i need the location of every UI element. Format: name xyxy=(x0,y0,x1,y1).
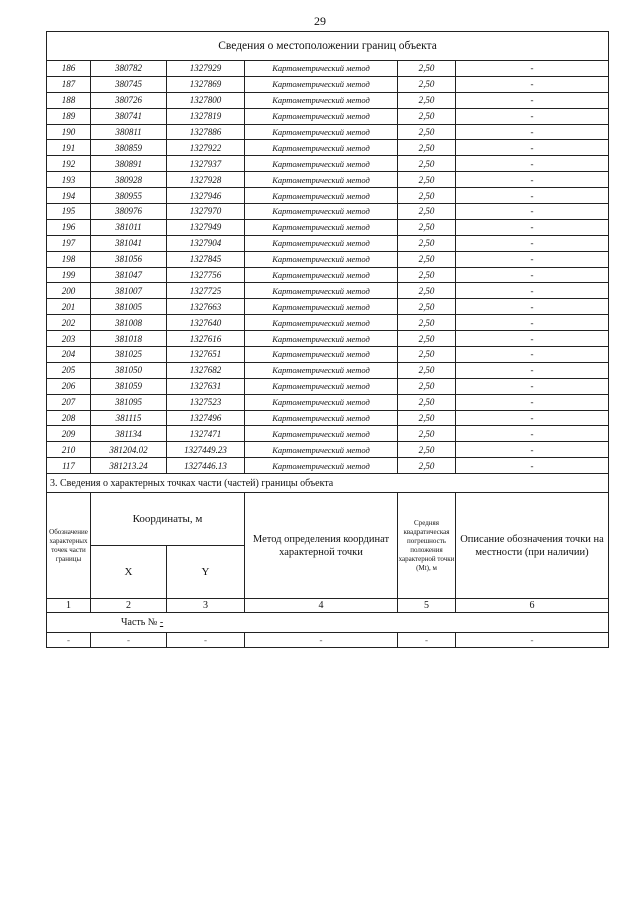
accuracy-cell: 2,50 xyxy=(398,283,456,299)
description-cell: - xyxy=(456,219,609,235)
empty-cell: - xyxy=(167,633,245,648)
header-point-label: Обозначение характерных точек части границы xyxy=(47,493,91,599)
accuracy-cell: 2,50 xyxy=(398,362,456,378)
boundary-points-table xyxy=(46,31,609,648)
point-number-cell: 189 xyxy=(47,108,91,124)
point-number-cell: 190 xyxy=(47,124,91,140)
boundary-table-sheet xyxy=(46,31,608,648)
coord-y-cell: 1327869 xyxy=(167,76,245,92)
accuracy-cell: 2,50 xyxy=(398,219,456,235)
point-number-cell: 200 xyxy=(47,283,91,299)
description-cell: - xyxy=(456,315,609,331)
description-cell: - xyxy=(456,61,609,77)
coord-x-cell: 380726 xyxy=(91,92,167,108)
coord-y-cell: 1327449.23 xyxy=(167,442,245,458)
method-cell: Картометрический метод xyxy=(245,92,398,108)
description-cell: - xyxy=(456,299,609,315)
method-cell: Картометрический метод xyxy=(245,299,398,315)
table-row xyxy=(47,204,609,220)
accuracy-cell: 2,50 xyxy=(398,124,456,140)
table-row xyxy=(47,124,609,140)
accuracy-cell: 2,50 xyxy=(398,204,456,220)
empty-cell: - xyxy=(398,633,456,648)
point-number-cell: 195 xyxy=(47,204,91,220)
empty-cell: - xyxy=(456,633,609,648)
empty-cell: - xyxy=(47,633,91,648)
description-cell: - xyxy=(456,410,609,426)
table-row xyxy=(47,283,609,299)
method-cell: Картометрический метод xyxy=(245,172,398,188)
empty-cell: - xyxy=(245,633,398,648)
method-cell: Картометрический метод xyxy=(245,235,398,251)
method-cell: Картометрический метод xyxy=(245,219,398,235)
coord-x-cell: 381134 xyxy=(91,426,167,442)
point-number-cell: 188 xyxy=(47,92,91,108)
column-number: 2 xyxy=(91,599,167,613)
coord-y-cell: 1327845 xyxy=(167,251,245,267)
coord-y-cell: 1327928 xyxy=(167,172,245,188)
method-cell: Картометрический метод xyxy=(245,108,398,124)
part-label: Часть № xyxy=(121,617,158,629)
coord-x-cell: 381115 xyxy=(91,410,167,426)
coord-x-cell: 381018 xyxy=(91,331,167,347)
table-row xyxy=(47,299,609,315)
coord-y-cell: 1327819 xyxy=(167,108,245,124)
accuracy-cell: 2,50 xyxy=(398,92,456,108)
accuracy-cell: 2,50 xyxy=(398,458,456,474)
coord-x-cell: 381050 xyxy=(91,362,167,378)
table-row xyxy=(47,362,609,378)
description-cell: - xyxy=(456,235,609,251)
coord-y-cell: 1327663 xyxy=(167,299,245,315)
table-row xyxy=(47,108,609,124)
coord-y-cell: 1327523 xyxy=(167,394,245,410)
table-row xyxy=(47,347,609,363)
coord-x-cell: 381025 xyxy=(91,347,167,363)
table-row xyxy=(47,61,609,77)
section3-title: 3. Сведения о характерных точках части (частей) границы объекта xyxy=(47,474,609,493)
table-row xyxy=(47,394,609,410)
point-number-cell: 204 xyxy=(47,347,91,363)
table-row xyxy=(47,410,609,426)
method-cell: Картометрический метод xyxy=(245,76,398,92)
method-cell: Картометрический метод xyxy=(245,378,398,394)
table-row xyxy=(47,251,609,267)
accuracy-cell: 2,50 xyxy=(398,235,456,251)
header-accuracy: Средняя квадратическая погрешность положения характерной точки (Mt), м xyxy=(398,493,456,599)
accuracy-cell: 2,50 xyxy=(398,76,456,92)
coord-x-cell: 380976 xyxy=(91,204,167,220)
method-cell: Картометрический метод xyxy=(245,410,398,426)
method-cell: Картометрический метод xyxy=(245,188,398,204)
method-cell: Картометрический метод xyxy=(245,362,398,378)
accuracy-cell: 2,50 xyxy=(398,156,456,172)
coord-y-cell: 1327929 xyxy=(167,61,245,77)
column-number: 1 xyxy=(47,599,91,613)
coord-x-cell: 381005 xyxy=(91,299,167,315)
table-row xyxy=(47,315,609,331)
accuracy-cell: 2,50 xyxy=(398,251,456,267)
coord-y-cell: 1327725 xyxy=(167,283,245,299)
method-cell: Картометрический метод xyxy=(245,426,398,442)
point-number-cell: 196 xyxy=(47,219,91,235)
table-row xyxy=(47,331,609,347)
accuracy-cell: 2,50 xyxy=(398,378,456,394)
description-cell: - xyxy=(456,172,609,188)
point-number-cell: 192 xyxy=(47,156,91,172)
description-cell: - xyxy=(456,378,609,394)
table-row xyxy=(47,442,609,458)
coord-x-cell: 380811 xyxy=(91,124,167,140)
table-row xyxy=(47,267,609,283)
table-row xyxy=(47,156,609,172)
part-number: - xyxy=(159,617,164,629)
coord-y-cell: 1327949 xyxy=(167,219,245,235)
coord-y-cell: 1327922 xyxy=(167,140,245,156)
coord-x-cell: 380928 xyxy=(91,172,167,188)
method-cell: Картометрический метод xyxy=(245,315,398,331)
header-coordinates: Координаты, м xyxy=(91,493,245,546)
table-row xyxy=(47,92,609,108)
method-cell: Картометрический метод xyxy=(245,347,398,363)
coord-y-cell: 1327446.13 xyxy=(167,458,245,474)
point-number-cell: 206 xyxy=(47,378,91,394)
column-number: 6 xyxy=(456,599,609,613)
description-cell: - xyxy=(456,76,609,92)
point-number-cell: 201 xyxy=(47,299,91,315)
coord-y-cell: 1327946 xyxy=(167,188,245,204)
accuracy-cell: 2,50 xyxy=(398,140,456,156)
coord-x-cell: 381095 xyxy=(91,394,167,410)
column-number: 4 xyxy=(245,599,398,613)
method-cell: Картометрический метод xyxy=(245,156,398,172)
coord-x-cell: 380745 xyxy=(91,76,167,92)
description-cell: - xyxy=(456,204,609,220)
accuracy-cell: 2,50 xyxy=(398,299,456,315)
part-row xyxy=(47,613,609,633)
coord-x-cell: 381204.02 xyxy=(91,442,167,458)
method-cell: Картометрический метод xyxy=(245,204,398,220)
coord-y-cell: 1327682 xyxy=(167,362,245,378)
accuracy-cell: 2,50 xyxy=(398,267,456,283)
description-cell: - xyxy=(456,140,609,156)
coord-x-cell: 381041 xyxy=(91,235,167,251)
accuracy-cell: 2,50 xyxy=(398,410,456,426)
accuracy-cell: 2,50 xyxy=(398,61,456,77)
point-number-cell: 208 xyxy=(47,410,91,426)
table-row xyxy=(47,426,609,442)
description-cell: - xyxy=(456,426,609,442)
method-cell: Картометрический метод xyxy=(245,251,398,267)
description-cell: - xyxy=(456,347,609,363)
accuracy-cell: 2,50 xyxy=(398,188,456,204)
coord-x-cell: 381007 xyxy=(91,283,167,299)
coord-x-cell: 381056 xyxy=(91,251,167,267)
accuracy-cell: 2,50 xyxy=(398,394,456,410)
coord-x-cell: 381047 xyxy=(91,267,167,283)
point-number-cell: 186 xyxy=(47,61,91,77)
coord-x-cell: 380859 xyxy=(91,140,167,156)
point-number-cell: 207 xyxy=(47,394,91,410)
table-row xyxy=(47,378,609,394)
header-y: Y xyxy=(167,546,245,599)
coord-y-cell: 1327496 xyxy=(167,410,245,426)
table-row xyxy=(47,188,609,204)
description-cell: - xyxy=(456,394,609,410)
description-cell: - xyxy=(456,458,609,474)
coord-x-cell: 381213.24 xyxy=(91,458,167,474)
table-row xyxy=(47,172,609,188)
page-number: 29 xyxy=(314,14,326,28)
description-cell: - xyxy=(456,283,609,299)
method-cell: Картометрический метод xyxy=(245,267,398,283)
point-number-cell: 187 xyxy=(47,76,91,92)
coord-y-cell: 1327640 xyxy=(167,315,245,331)
description-cell: - xyxy=(456,362,609,378)
point-number-cell: 202 xyxy=(47,315,91,331)
coord-y-cell: 1327886 xyxy=(167,124,245,140)
description-cell: - xyxy=(456,108,609,124)
point-number-cell: 205 xyxy=(47,362,91,378)
point-number-cell: 203 xyxy=(47,331,91,347)
table-row xyxy=(47,76,609,92)
method-cell: Картометрический метод xyxy=(245,458,398,474)
coord-y-cell: 1327937 xyxy=(167,156,245,172)
point-number-cell: 117 xyxy=(47,458,91,474)
table-row xyxy=(47,458,609,474)
table-row xyxy=(47,219,609,235)
description-cell: - xyxy=(456,92,609,108)
description-cell: - xyxy=(456,331,609,347)
accuracy-cell: 2,50 xyxy=(398,331,456,347)
description-cell: - xyxy=(456,156,609,172)
coord-y-cell: 1327756 xyxy=(167,267,245,283)
coord-y-cell: 1327970 xyxy=(167,204,245,220)
description-cell: - xyxy=(456,251,609,267)
method-cell: Картометрический метод xyxy=(245,124,398,140)
empty-cell: - xyxy=(91,633,167,648)
coord-x-cell: 380955 xyxy=(91,188,167,204)
header-method: Метод определения координат характерной точки xyxy=(245,493,398,599)
coord-x-cell: 381008 xyxy=(91,315,167,331)
method-cell: Картометрический метод xyxy=(245,331,398,347)
coord-y-cell: 1327616 xyxy=(167,331,245,347)
coord-y-cell: 1327904 xyxy=(167,235,245,251)
point-number-cell: 199 xyxy=(47,267,91,283)
method-cell: Картометрический метод xyxy=(245,283,398,299)
point-number-cell: 191 xyxy=(47,140,91,156)
description-cell: - xyxy=(456,188,609,204)
table-row xyxy=(47,235,609,251)
method-cell: Картометрический метод xyxy=(245,140,398,156)
accuracy-cell: 2,50 xyxy=(398,347,456,363)
header-x: X xyxy=(91,546,167,599)
point-number-cell: 210 xyxy=(47,442,91,458)
coord-y-cell: 1327631 xyxy=(167,378,245,394)
column-number: 3 xyxy=(167,599,245,613)
section-title: Сведения о местоположении границ объекта xyxy=(47,32,609,61)
accuracy-cell: 2,50 xyxy=(398,442,456,458)
coord-x-cell: 380891 xyxy=(91,156,167,172)
coord-x-cell: 381011 xyxy=(91,219,167,235)
coord-x-cell: 380782 xyxy=(91,61,167,77)
accuracy-cell: 2,50 xyxy=(398,315,456,331)
column-number: 5 xyxy=(398,599,456,613)
method-cell: Картометрический метод xyxy=(245,394,398,410)
coord-y-cell: 1327471 xyxy=(167,426,245,442)
description-cell: - xyxy=(456,267,609,283)
accuracy-cell: 2,50 xyxy=(398,108,456,124)
accuracy-cell: 2,50 xyxy=(398,426,456,442)
description-cell: - xyxy=(456,124,609,140)
method-cell: Картометрический метод xyxy=(245,61,398,77)
header-description: Описание обозначения точки на местности (при наличии) xyxy=(456,493,609,599)
description-cell: - xyxy=(456,442,609,458)
point-number-cell: 194 xyxy=(47,188,91,204)
point-number-cell: 198 xyxy=(47,251,91,267)
point-number-cell: 193 xyxy=(47,172,91,188)
accuracy-cell: 2,50 xyxy=(398,172,456,188)
point-number-cell: 209 xyxy=(47,426,91,442)
coord-x-cell: 381059 xyxy=(91,378,167,394)
coord-x-cell: 380741 xyxy=(91,108,167,124)
method-cell: Картометрический метод xyxy=(245,442,398,458)
point-number-cell: 197 xyxy=(47,235,91,251)
coord-y-cell: 1327800 xyxy=(167,92,245,108)
table-row xyxy=(47,140,609,156)
coord-y-cell: 1327651 xyxy=(167,347,245,363)
